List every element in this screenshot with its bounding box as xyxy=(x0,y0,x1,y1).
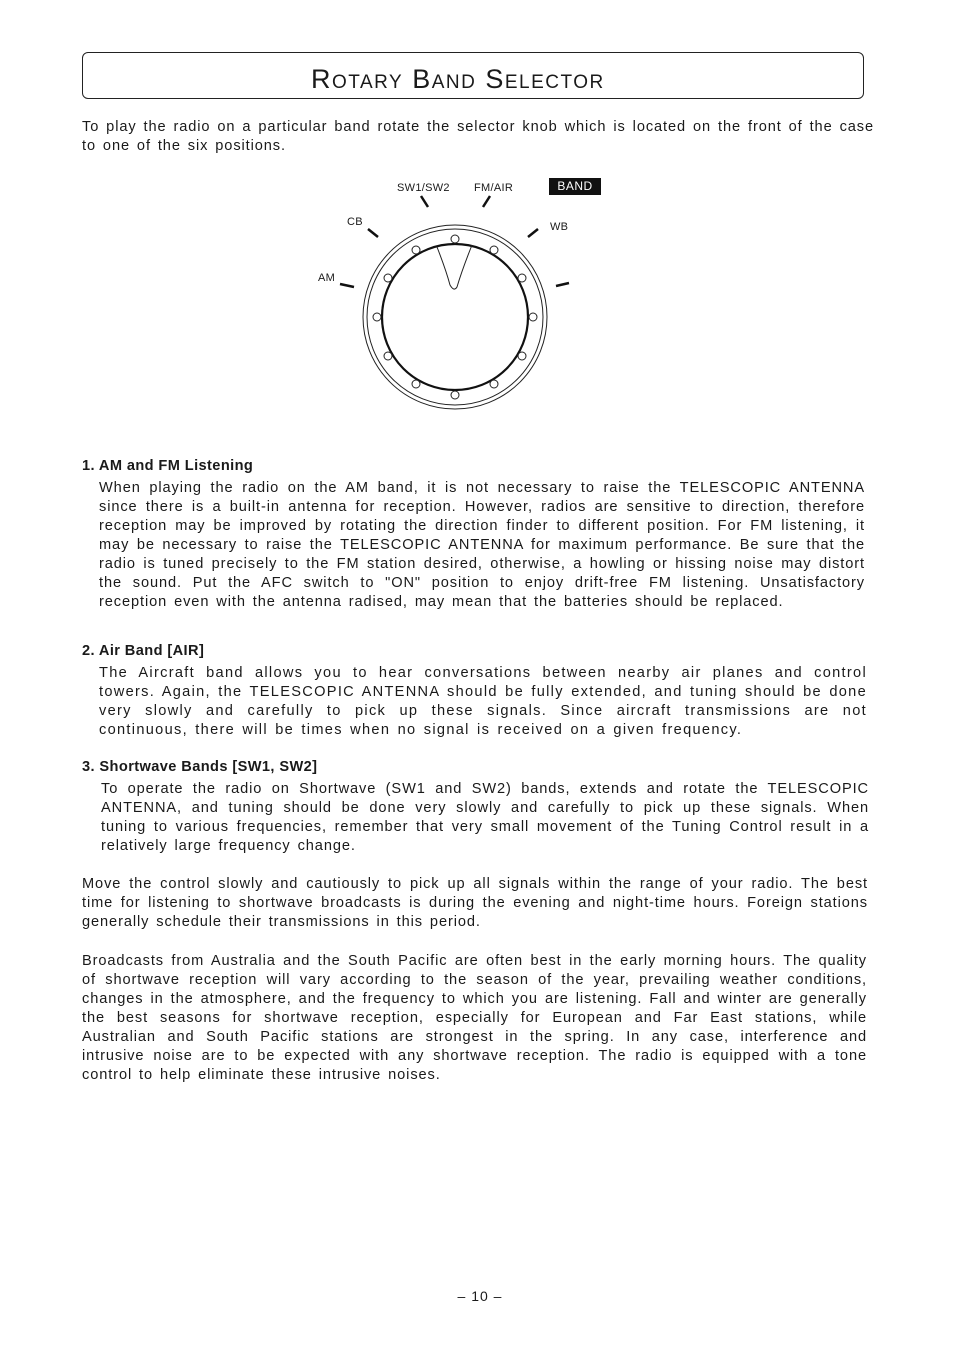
tick-sw xyxy=(421,196,428,207)
paragraph-move-control: Move the control slowly and cautiously to pick up all signals within the range of your radio. The best time for listening to shortwave broadcasts is during the evening and night-time hours. Foreign stations generally schedule their transmissions in this period. xyxy=(82,876,868,930)
section-heading-air: 2. Air Band [AIR] xyxy=(82,643,205,659)
paragraph-broadcasts: Broadcasts from Australia and the South Pacific are often best in the early morning hours. The quality of shortwave reception will vary according to the season of the year, prevailing weather conditions, changes in the atmosphere, and the frequency to which you are listening. Fall and winter are generally the best seasons for shortwave reception, especially for European and Far East stations, while Australian and South Pacific stations are strongest in the spring. In any case, interference and intrusive noise are to be expected with any shortwave reception. The radio is equipped with a tone control to help eliminate these intrusive noises. xyxy=(82,953,867,1083)
section-body-am-fm: When playing the radio on the AM band, it is not necessary to raise the TELESCOPIC ANTENNA since there is a built-in antenna for reception. However, radios are sensitive to direction, therefore reception may be improved by rotating the direction finder to different position. For FM listening, it may be necessary to raise the TELESCOPIC ANTENNA for maximum performance. Be sure that the radio is tuned precisely to the FM station desired, otherwise, a howling or hissing noise may distort the sound. Put the AFC switch to "ON" position to enjoy drift-free FM listening. Unsatisfactory reception even with the antenna radised, may mean that the batteries should be replaced. xyxy=(99,480,865,610)
tick-cb xyxy=(368,229,378,237)
intro-paragraph: To play the radio on a particular band rotate the selector knob which is located on the front of the case to one of the six positions. xyxy=(82,119,874,154)
dial-label-wb: WB xyxy=(550,221,569,233)
band-badge: BAND xyxy=(549,178,601,195)
knob-pointer xyxy=(437,245,472,289)
dial-label-cb: CB xyxy=(347,216,363,228)
section-heading-am-fm: 1. AM and FM Listening xyxy=(82,458,254,474)
knob-outer-ring xyxy=(363,225,547,409)
knob-detent-dots xyxy=(373,235,537,399)
tick-wb xyxy=(528,229,538,237)
page-title: Rotary Band Selector xyxy=(311,64,605,94)
tick-am xyxy=(340,284,354,287)
page-number: – 10 – xyxy=(457,1288,503,1304)
selector-knob-svg xyxy=(300,170,600,420)
title-box xyxy=(82,52,864,99)
section-heading-shortwave: 3. Shortwave Bands [SW1, SW2] xyxy=(82,759,318,775)
tick-fm xyxy=(483,196,490,207)
knob-face xyxy=(382,244,528,390)
dial-label-sw: SW1/SW2 xyxy=(397,182,450,194)
dial-label-fm: FM/AIR xyxy=(474,182,514,194)
tick-right xyxy=(556,283,569,286)
dial-label-am: AM xyxy=(318,272,336,284)
section-body-shortwave: To operate the radio on Shortwave (SW1 and SW2) bands, extends and rotate the TELESCOPIC ANTENNA, and tuning should be done very slowly and carefully to pick up these signals. When tuning to various frequencies, remember that very small movement of the Tuning Control result in a relatively large frequency change. xyxy=(101,781,869,854)
section-body-air: The Aircraft band allows you to hear conversations between nearby air planes and control towers. Again, the TELESCOPIC ANTENNA should be fully extended, and tuning should be done very slowly and carefully to pick up these signals. Since aircraft transmissions are not continuous, there will be times when no signal is received on a given frequency. xyxy=(99,665,867,738)
knob-second-ring xyxy=(367,229,543,405)
